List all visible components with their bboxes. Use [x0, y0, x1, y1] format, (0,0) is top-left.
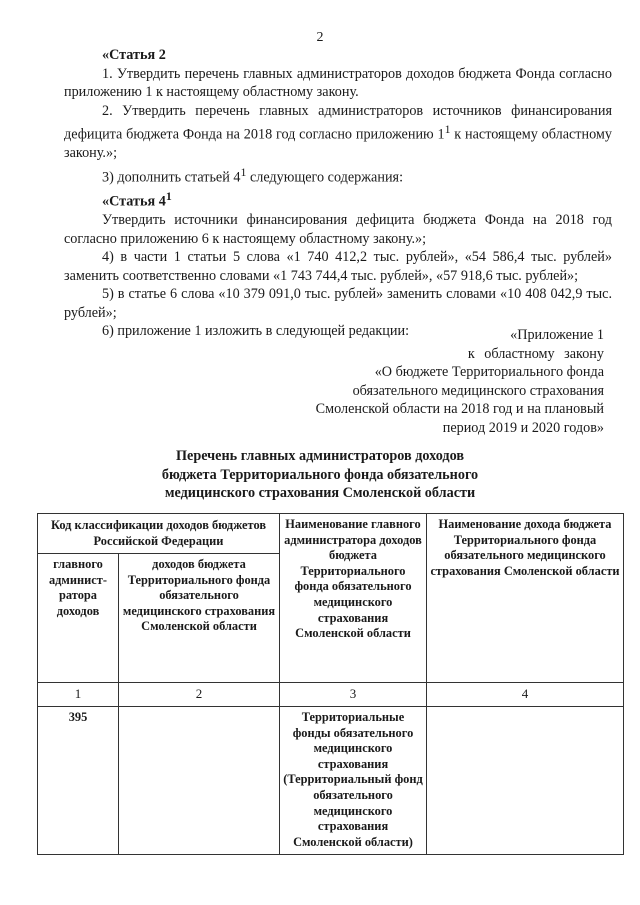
appendix-header-line: «Приложение 1 [510, 327, 604, 343]
appendix-header-line: «О бюджете Территориального фонда [374, 364, 604, 381]
point-6: 6) приложение 1 изложить в следующей редакции: [102, 323, 410, 340]
column-number: 4 [427, 683, 624, 707]
header-income-name: Наименование дохода бюджета Территориального фонда обязательного медицинского страхования Смоленской области [427, 514, 624, 683]
header-income-code: доходов бюджета Территориального фонда обязательного медицинского страхования Смоленской области [119, 554, 280, 683]
title-line: Перечень главных администраторов доходов [176, 448, 464, 464]
article-4-1-heading-text: «Статья 4 [102, 193, 166, 210]
superscript: 1 [444, 122, 451, 136]
point-4: 4) в части 1 статьи 5 слова «1 740 412,2 тыс. рублей», «54 586,4 тыс. рублей» заменить соответственно словами «1 743 744,4 тыс. рублей», «57 918,6 тыс. рублей»; [64, 249, 612, 284]
page-number: 2 [316, 30, 324, 45]
appendix-header-line: обязательного медицинского страхования [352, 382, 604, 399]
header-code-group: Код классификации доходов бюджетов Российской Федерации [38, 514, 280, 554]
income-name-cell [427, 707, 624, 855]
income-code-cell [119, 707, 280, 855]
header-admin-code: главного админист-ратора доходов [38, 554, 119, 683]
table-header-row [38, 514, 624, 554]
point-3 [64, 163, 612, 187]
column-number: 1 [38, 683, 119, 707]
article-2-item-2 [64, 102, 612, 163]
table-row [38, 707, 624, 855]
law-amendments-text [64, 46, 612, 341]
appendix-header-line: Смоленской области на 2018 год и на плановый [315, 401, 604, 418]
administrators-table [37, 513, 624, 855]
article-2-heading: «Статья 2 [102, 47, 166, 63]
header-admin-name: Наименование главного администратора доходов бюджета Территориального фонда обязательного медицинского страхования Смоленской области [280, 514, 427, 683]
admin-name-cell: Территориальные фонды обязательного медицинского страхования (Территориальный фонд обязательного медицинского страхования Смоленской области) [280, 707, 427, 855]
column-number: 3 [280, 683, 427, 707]
point-3-text: 3) дополнить статьей 4 [102, 169, 241, 186]
article-4-1-heading [64, 187, 612, 211]
document-title [0, 447, 640, 503]
superscript: 1 [165, 188, 172, 203]
appendix-header [264, 326, 604, 438]
appendix-header-line: к областному закону [467, 345, 604, 362]
article-2-item-2-text: 2. Утвердить перечень главных администраторов источников финансирования дефицита бюджета Фонда на 2018 год согласно приложению 1 [64, 102, 612, 143]
point-5: 5) в статье 6 слова «10 379 091,0 тыс. рублей» заменить словами «10 408 042,9 тыс. рублей»; [64, 286, 612, 321]
article-2-item-1: 1. Утвердить перечень главных администраторов доходов бюджета Фонда согласно приложению 1 к настоящему областному закону. [64, 65, 612, 100]
title-line: медицинского страхования Смоленской области [164, 485, 476, 502]
table-numbering-row [38, 683, 624, 707]
title-line: бюджета Территориального фонда обязательного [161, 466, 479, 483]
article-2-item-2-end: к настоящему областному закону.»; [64, 126, 612, 162]
admin-code-cell: 395 [38, 707, 119, 855]
point-3-end: следующего содержания: [246, 169, 404, 186]
appendix-header-line: период 2019 и 2020 годов» [442, 419, 604, 436]
column-number: 2 [119, 683, 280, 707]
superscript: 1 [240, 164, 247, 179]
article-4-1-text: Утвердить источники финансирования дефицита бюджета Фонда на 2018 год согласно приложению 6 к настоящему областному закону.»; [64, 212, 612, 247]
